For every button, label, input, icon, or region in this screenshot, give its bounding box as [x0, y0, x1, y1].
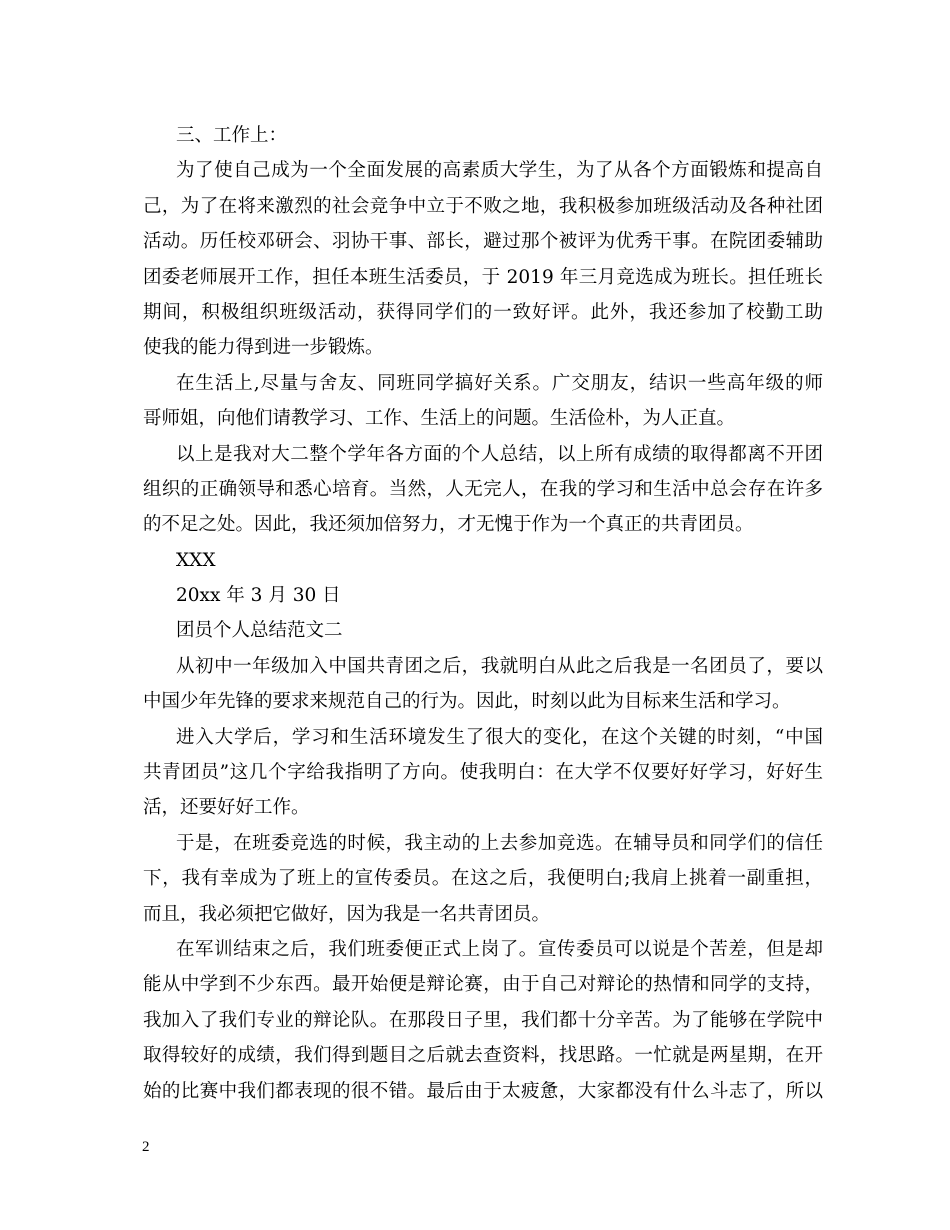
text-line: 从初中一年级加入中国共青团之后，我就明白从此之后我是一名团员了，要以 [176, 655, 823, 677]
text-line: 20xx 年 3 月 30 日 [176, 585, 341, 607]
text-line: 在军训结束之后，我们班委便正式上岗了。宣传委员可以说是个苦差，但是却 [176, 938, 823, 960]
text-line: 哥师姐，向他们请教学习、工作、生活上的问题。生活俭朴，为人正直。 [143, 408, 736, 430]
text-line: XXX [176, 549, 216, 571]
text-line: 团员个人总结范文二 [176, 620, 343, 642]
text-line: 在生活上,尽量与舍友、同班同学搞好关系。广交朋友，结识一些高年级的师 [176, 372, 823, 394]
text-line: 取得较好的成绩，我们得到题目之后就去查资料，找思路。一忙就是两星期，在开 [143, 1045, 823, 1067]
text-line: 我加入了我们专业的辩论队。在那段日子里，我们都十分辛苦。为了能够在学院中 [143, 1009, 823, 1031]
text-line: 而且，我必须把它做好，因为我是一名共青团员。 [143, 903, 551, 925]
text-line: 组织的正确领导和悉心培育。当然，人无完人，在我的学习和生活中总会存在许多 [143, 478, 823, 500]
page-number: 2 [142, 1139, 150, 1155]
document-body [143, 118, 823, 1109]
text-line: 进入大学后，学习和生活环境发生了很大的变化，在这个关键的时刻，“中国 [176, 726, 823, 748]
text-line: 三、工作上： [176, 125, 288, 146]
text-line: 以上是我对大二整个学年各方面的个人总结，以上所有成绩的取得都离不开团 [176, 443, 823, 465]
text-line: 始的比赛中我们都表现的很不错。最后由于太疲惫，大家都没有什么斗志了，所以 [143, 1080, 823, 1102]
text-line: 中国少年先锋的要求来规范自己的行为。因此，时刻以此为目标来生活和学习。 [143, 691, 791, 713]
text-line: 活动。历任校邓研会、羽协干事、部长，避过那个被评为优秀干事。在院团委辅助 [143, 231, 823, 253]
text-line: 团委老师展开工作，担任本班生活委员，于 2019 年三月竞选成为班长。担任班长 [143, 266, 823, 288]
text-line: 使我的能力得到进一步锻炼。 [143, 337, 384, 359]
text-line: 己，为了在将来激烈的社会竞争中立于不败之地，我积极参加班级活动及各种社团 [143, 195, 823, 217]
text-line: 为了使自己成为一个全面发展的高素质大学生，为了从各个方面锻炼和提高自 [176, 160, 823, 182]
text-line: 下，我有幸成为了班上的宣传委员。在这之后，我便明白;我肩上挑着一副重担， [143, 868, 823, 890]
text-line: 期间，积极组织班级活动，获得同学们的一致好评。此外，我还参加了校勤工助 [143, 301, 823, 323]
text-line: 共青团员”这几个字给我指明了方向。使我明白：在大学不仅要好好学习，好好生 [143, 762, 823, 784]
text-line: 于是，在班委竞选的时候，我主动的上去参加竞选。在辅导员和同学们的信任 [176, 832, 823, 854]
text-line: 活，还要好好工作。 [143, 797, 310, 819]
text-line: 能从中学到不少东西。最开始便是辩论赛，由于自己对辩论的热情和同学的支持， [143, 974, 823, 996]
text-line: 的不足之处。因此，我还须加倍努力，才无愧于作为一个真正的共青团员。 [143, 514, 754, 536]
